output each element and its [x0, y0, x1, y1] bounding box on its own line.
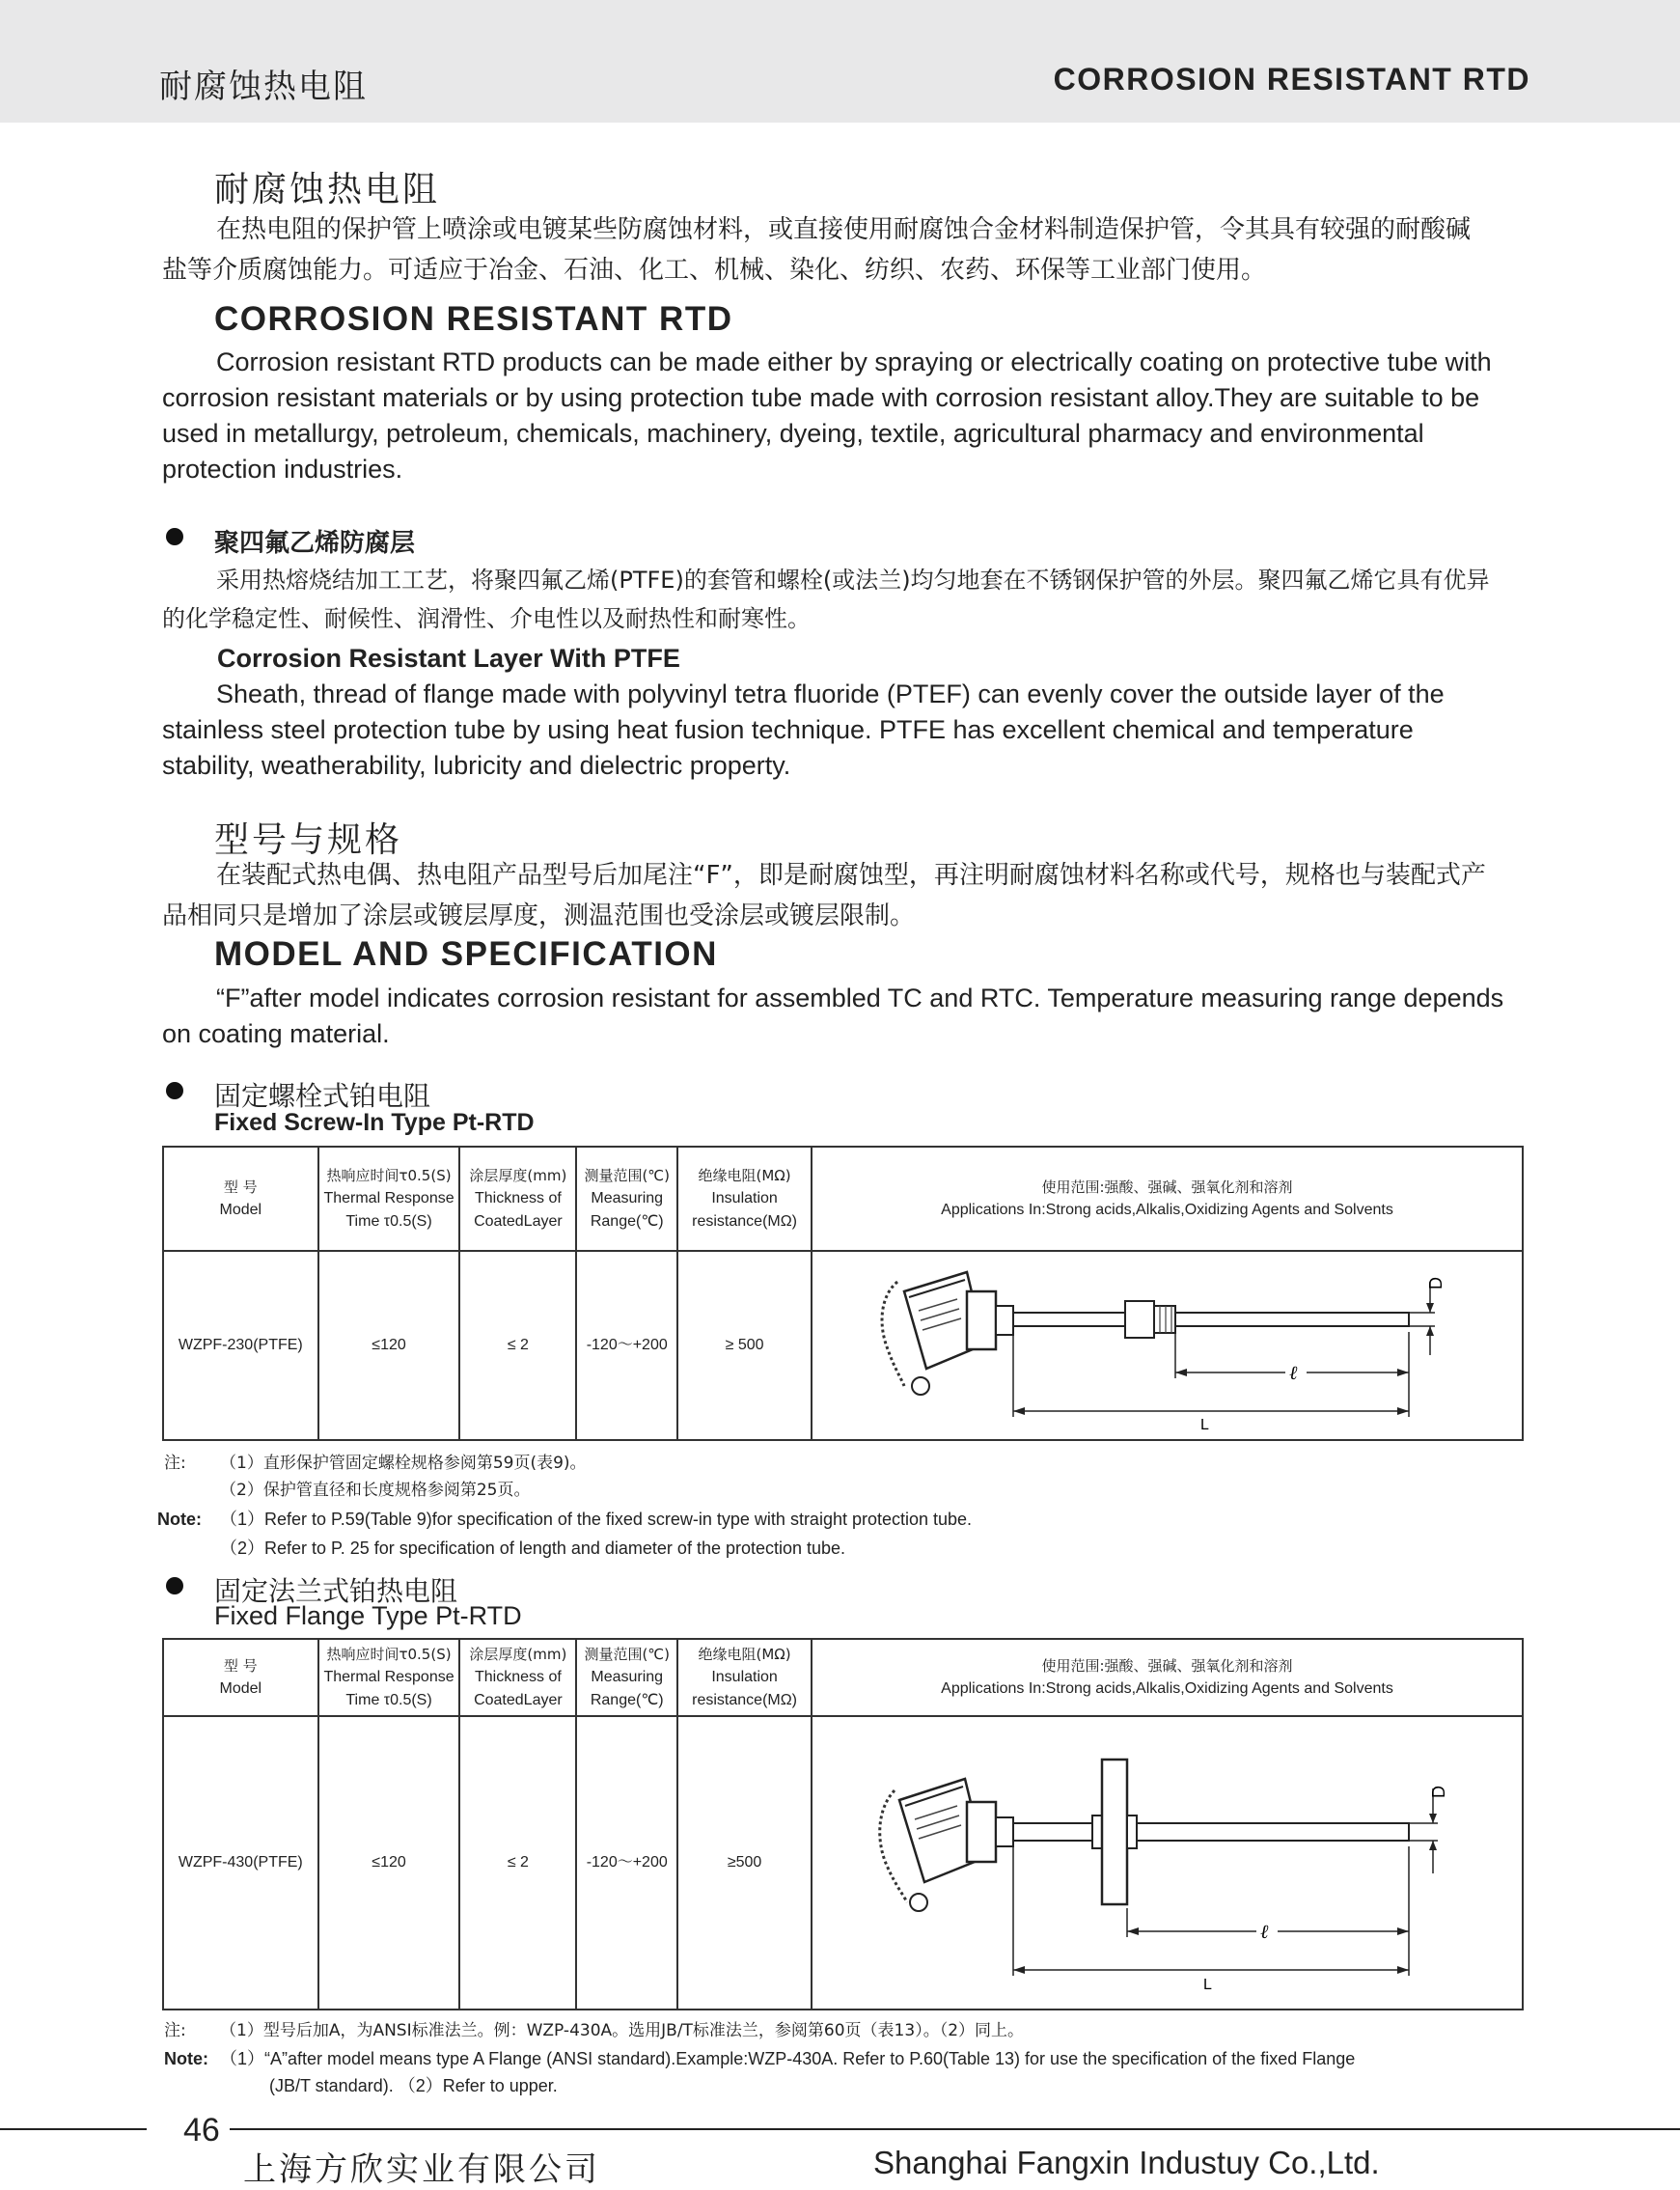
intro-text-en: Corrosion resistant RTD products can be made either by spraying or electrically coating on protective tube with corrosion resistant materials or by using protection tube made with corrosion resistant alloy.They are suitable to be used in metallurgy, petroleum, chemicals, machinery, dyeing, textile, agricultural pharmacy and environmental protection industries. — [162, 347, 1492, 484]
col-model-en: Model — [219, 1202, 262, 1218]
col-insulation-en2: resistance(MΩ) — [692, 1692, 798, 1708]
flange-spec-table — [162, 1638, 1524, 2010]
screw-note-en2: （2）Refer to P. 25 for specification of length and diameter of the protection tube. — [220, 1539, 846, 1558]
header-title-cn: 耐腐蚀热电阻 — [159, 68, 368, 106]
company-name-en: Shanghai Fangxin Industuy Co.,Ltd. — [873, 2145, 1380, 2180]
flange-title-cn: 固定法兰式铂热电阻 — [214, 1575, 458, 1607]
col-model — [163, 1147, 318, 1251]
col-range — [576, 1639, 677, 1716]
bullet-screw — [166, 1082, 183, 1099]
ptfe-text-en: Sheath, thread of flange made with polyvinyl tetra fluoride (PTEF) can evenly cover the outside layer of the stainless steel protection tube by using heat fusion technique. PTFE has excellent chemical and temperature stability, weatherability, lubricity and dielectric property. — [162, 679, 1445, 780]
flange-note-en2: (JB/T standard). （2）Refer to upper. — [269, 2076, 558, 2095]
row-coating: ≤ 2 — [459, 1716, 576, 2010]
row-insulation: ≥ 500 — [677, 1251, 812, 1440]
dim-L-label: L — [1200, 1417, 1209, 1433]
ptfe-text-cn: 采用热熔烧结加工工艺，将聚四氟乙烯(PTFE)的套管和螺栓(或法兰)均匀地套在不锈钢保护管的外层。聚四氟乙烯它具有优异的化学稳定性、耐候性、润滑性、介电性以及耐热性和耐寒性。 — [162, 567, 1490, 632]
dim-L-label: L — [1203, 1977, 1212, 1993]
screw-note-en1: （1）Refer to P.59(Table 9)for specification of the fixed screw-in type with straight protection tube. — [220, 1510, 973, 1529]
col-model-cn: 型 号 — [223, 1178, 258, 1196]
col-insulation — [677, 1639, 812, 1716]
footer-rule-left — [0, 2128, 147, 2130]
intro-title-cn: 耐腐蚀热电阻 — [214, 170, 441, 209]
col-response-en1: Thermal Response — [323, 1190, 454, 1206]
col-response-en2: Time τ0.5(S) — [345, 1692, 432, 1708]
bullet-flange — [166, 1577, 183, 1594]
footer-rule-right — [230, 2128, 1680, 2130]
col-coating-en1: Thickness of — [474, 1190, 562, 1206]
row-model: WZPF-230(PTFE) — [163, 1251, 318, 1440]
col-coating-cn: 涂层厚度(mm) — [469, 1167, 567, 1184]
flange-title-en: Fixed Flange Type Pt-RTD — [214, 1601, 522, 1630]
bullet-ptfe — [166, 528, 183, 545]
table-header-row — [163, 1639, 1523, 1716]
ptfe-title-cn: 聚四氟乙烯防腐层 — [214, 529, 416, 558]
dim-l-label: ℓ — [1289, 1363, 1298, 1384]
row-response: ≤120 — [318, 1716, 460, 2010]
col-range-en1: Measuring — [591, 1190, 664, 1206]
col-insulation-cn: 绝缘电阻(MΩ) — [698, 1646, 791, 1663]
col-coating-en1: Thickness of — [474, 1669, 562, 1685]
screw-title-cn: 固定螺栓式铂电阻 — [214, 1080, 431, 1112]
table-row — [163, 1251, 1523, 1440]
dim-d-label: D — [1429, 1786, 1448, 1798]
screw-note-cn1: （1）直形保护管固定螺栓规格参阅第59页(表9)。 — [220, 1454, 587, 1473]
col-insulation-cn: 绝缘电阻(MΩ) — [698, 1167, 791, 1184]
col-range-cn: 测量范围(℃) — [584, 1167, 671, 1184]
col-response — [318, 1639, 460, 1716]
flange-rtd-diagram — [812, 1723, 1522, 2003]
col-coating — [459, 1147, 576, 1251]
screw-note-en-label: Note: — [157, 1510, 202, 1529]
col-range-en1: Measuring — [591, 1669, 664, 1685]
col-coating — [459, 1639, 576, 1716]
screw-note-cn2: （2）保护管直径和长度规格参阅第25页。 — [220, 1481, 531, 1500]
col-model-en: Model — [219, 1680, 262, 1697]
company-name-cn: 上海方欣实业有限公司 — [243, 2150, 600, 2189]
table-header-row — [163, 1147, 1523, 1251]
page-number: 46 — [183, 2112, 220, 2148]
col-range-cn: 测量范围(℃) — [584, 1646, 671, 1663]
flange-diagram-cell — [812, 1716, 1523, 2010]
col-insulation-en1: Insulation — [711, 1190, 778, 1206]
col-range-en2: Range(℃) — [590, 1692, 664, 1708]
col-coating-en2: CoatedLayer — [474, 1213, 563, 1230]
col-model-cn: 型 号 — [223, 1657, 258, 1675]
screw-diagram-cell — [812, 1251, 1523, 1440]
col-application — [812, 1639, 1523, 1716]
col-range — [576, 1147, 677, 1251]
flange-note-en1: （1）“A”after model means type A Flange (ANSI standard).Example:WZP-430A. Refer to P.60(Table 13) for use the specification of the fixed Flange — [220, 2049, 1356, 2068]
flange-note-cn-label: 注: — [164, 2021, 186, 2040]
col-application — [812, 1147, 1523, 1251]
ptfe-title-en: Corrosion Resistant Layer With PTFE — [217, 644, 680, 673]
table-row — [163, 1716, 1523, 2010]
dim-l-label: ℓ — [1260, 1922, 1269, 1943]
row-coating: ≤ 2 — [459, 1251, 576, 1440]
col-insulation — [677, 1147, 812, 1251]
intro-text-cn: 在热电阻的保护管上喷涂或电镀某些防腐蚀材料，或直接使用耐腐蚀合金材料制造保护管，令其具有较强的耐酸碱盐等介质腐蚀能力。可适应于冶金、石油、化工、机械、染化、纺织、农药、环保等工业部门使用。 — [162, 215, 1472, 285]
model-text-cn: 在装配式热电偶、热电阻产品型号后加尾注“F”，即是耐腐蚀型，再注明耐腐蚀材料名称或代号，规格也与装配式产品相同只是增加了涂层或镀层厚度，测温范围也受涂层或镀层限制。 — [162, 861, 1486, 930]
col-response — [318, 1147, 460, 1251]
col-application-cn: 使用范围:强酸、强碱、强氧化剂和溶剂 — [1041, 1178, 1293, 1196]
header-title-en: CORROSION RESISTANT RTD — [1053, 62, 1530, 97]
screw-note-cn-label: 注: — [164, 1454, 186, 1473]
flange-note-en-label: Note: — [164, 2049, 208, 2068]
col-coating-cn: 涂层厚度(mm) — [469, 1646, 567, 1663]
model-text-en: “F”after model indicates corrosion resistant for assembled TC and RTC. Temperature measuring range depends on coating material. — [162, 984, 1504, 1048]
col-insulation-en2: resistance(MΩ) — [692, 1213, 798, 1230]
col-response-en1: Thermal Response — [323, 1669, 454, 1685]
row-response: ≤120 — [318, 1251, 460, 1440]
col-application-en: Applications In:Strong acids,Alkalis,Oxidizing Agents and Solvents — [941, 1680, 1393, 1697]
col-model — [163, 1639, 318, 1716]
col-application-en: Applications In:Strong acids,Alkalis,Oxidizing Agents and Solvents — [941, 1202, 1393, 1218]
screw-in-rtd-diagram — [812, 1253, 1522, 1438]
row-range: -120～+200 — [576, 1251, 677, 1440]
col-coating-en2: CoatedLayer — [474, 1692, 563, 1708]
col-response-cn: 热响应时间τ0.5(S) — [326, 1167, 452, 1184]
screw-spec-table — [162, 1146, 1524, 1441]
row-model: WZPF-430(PTFE) — [163, 1716, 318, 2010]
row-insulation: ≥500 — [677, 1716, 812, 2010]
model-title-cn: 型号与规格 — [214, 820, 403, 860]
col-application-cn: 使用范围:强酸、强碱、强氧化剂和溶剂 — [1041, 1657, 1293, 1675]
col-insulation-en1: Insulation — [711, 1669, 778, 1685]
col-range-en2: Range(℃) — [590, 1213, 664, 1230]
flange-note-cn1: （1）型号后加A，为ANSI标准法兰。例：WZP-430A。选用JB/T标准法兰，参阅第60页（表13）。（2）同上。 — [220, 2021, 1025, 2040]
col-response-en2: Time τ0.5(S) — [345, 1213, 432, 1230]
screw-title-en: Fixed Screw-In Type Pt-RTD — [214, 1109, 535, 1136]
col-response-cn: 热响应时间τ0.5(S) — [326, 1646, 452, 1663]
model-title-en: MODEL AND SPECIFICATION — [214, 935, 718, 973]
dim-d-label: D — [1426, 1277, 1446, 1289]
intro-title-en: CORROSION RESISTANT RTD — [214, 300, 733, 338]
row-range: -120～+200 — [576, 1716, 677, 2010]
